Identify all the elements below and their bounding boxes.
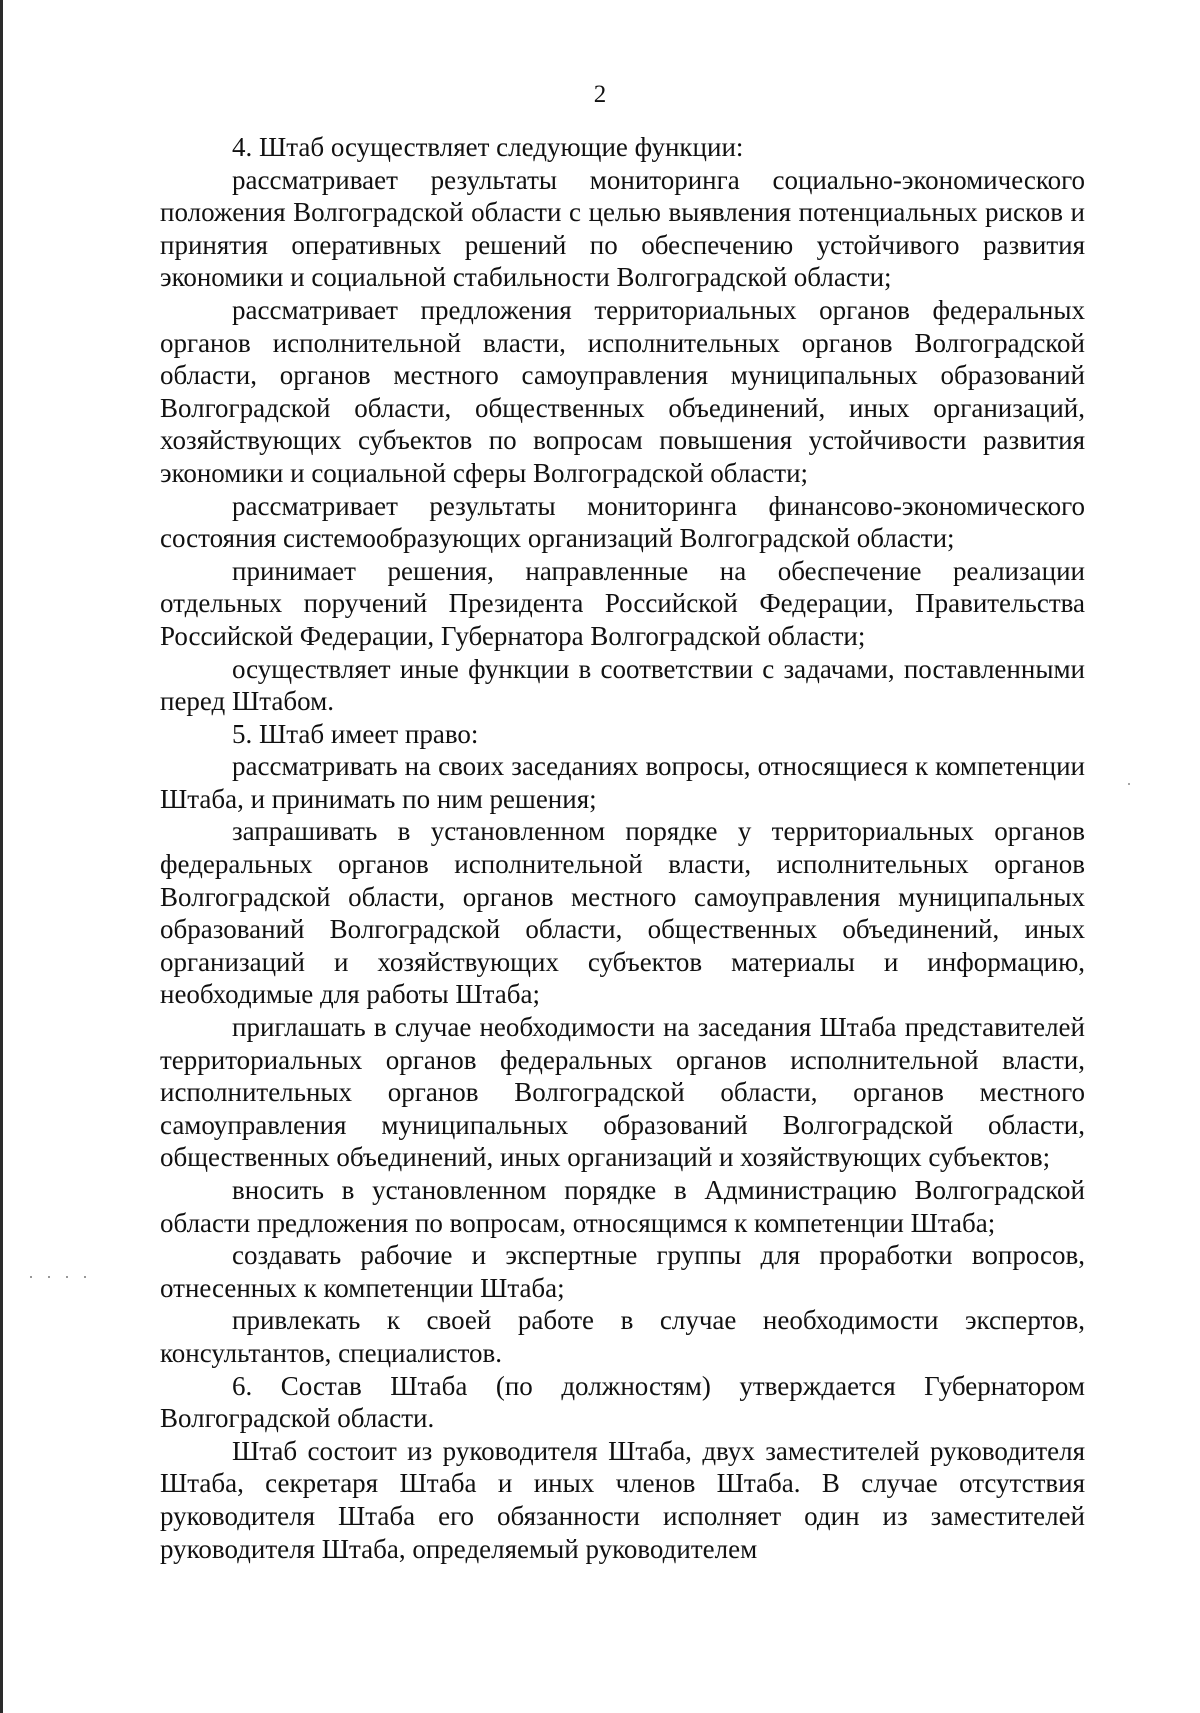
paragraph-function-financial-monitoring: рассматривает результаты мониторинга финансово-экономического состояния системообразующих организаций Волгоградской области; [160, 490, 1085, 554]
scan-speck-dots [30, 1276, 100, 1280]
paragraph-right-consider: рассматривать на своих заседаниях вопросы, относящиеся к компетенции Штаба, и принимать по ним решения; [160, 751, 1085, 814]
paragraph-function-decisions: принимает решения, направленные на обеспечение реализации отдельных поручений Президента Российской Федерации, Правительства Российской Федерации, Губернатора Волгоградской области; [160, 555, 1085, 651]
paragraph-function-proposals: рассматривает предложения территориальных органов федеральных органов исполнительной власти, исполнительных органов Волгоградской области, органов местного самоуправления муниципальных образований Волгоградской области, общественных объединений, иных организаций, хозяйствующих субъектов по вопросам повышения устойчивости развития экономики и социальной сферы Волгоградской области; [160, 294, 1085, 488]
paragraph-section-5-heading: 5. Штаб имеет право: [232, 718, 479, 749]
paragraph-function-monitoring: рассматривает результаты мониторинга социально-экономического положения Волгоградской области с целью выявления потенциальных рисков и принятия оперативных решений по обеспечению устойчивого развития экономики и социальной стабильности Волгоградской области; [160, 164, 1085, 293]
paragraph-right-experts: привлекать к своей работе в случае необходимости экспертов, консультантов, специалистов. [160, 1305, 1085, 1368]
paragraph-right-invite: приглашать в случае необходимости на заседания Штаба представителей территориальных органов федеральных органов исполнительной власти, исполнительных органов Волгоградской области, органов местного самоуправления муниципальных образований Волгоградской области, общественных объединений, иных организаций и хозяйствующих субъектов; [160, 1012, 1085, 1173]
paragraph-right-groups: создавать рабочие и экспертные группы для проработки вопросов, отнесенных к компетенции Штаба; [160, 1240, 1085, 1303]
paragraph-right-submit: вносить в установленном порядке в Администрацию Волгоградской области предложения по вопросам, относящимся к компетенции Штаба; [160, 1175, 1085, 1238]
paragraph-right-request: запрашивать в установленном порядке у территориальных органов федеральных органов исполнительной власти, исполнительных органов Волгоградской области, органов местного самоуправления муниципальных образований Волгоградской области, общественных объединений, иных организаций и хозяйствующих субъектов материалы и информацию, необходимые для работы Штаба; [160, 816, 1085, 1010]
paragraph-staff-composition: Штаб состоит из руководителя Штаба, двух заместителей руководителя Штаба, секретаря Штаба и иных членов Штаба. В случае отсутствия руководителя Штаба его обязанности исполняет один из заместителей руководителя Штаба, определяемый руководителем [160, 1435, 1085, 1564]
scan-speck [1128, 783, 1130, 785]
paragraph-function-other: осуществляет иные функции в соответствии с задачами, поставленными перед Штабом. [160, 653, 1085, 717]
paragraph-section-4-heading: 4. Штаб осуществляет следующие функции: [232, 132, 744, 162]
document-body [160, 131, 1085, 1565]
page-number: 2 [593, 81, 607, 108]
paragraph-section-6: 6. Состав Штаба (по должностям) утверждается Губернатором Волгоградской области. [160, 1370, 1085, 1434]
scan-left-edge [0, 0, 3, 1713]
